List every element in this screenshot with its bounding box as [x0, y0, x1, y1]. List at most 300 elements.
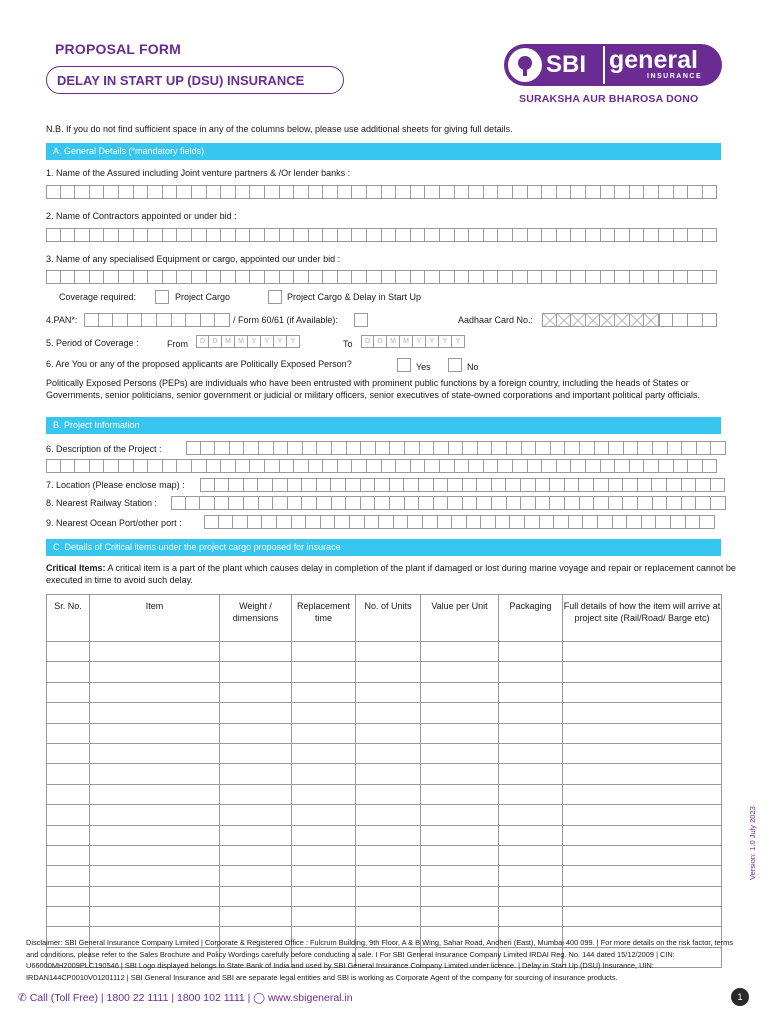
- char-box[interactable]: [46, 459, 61, 473]
- table-cell[interactable]: [499, 662, 563, 682]
- char-box[interactable]: [521, 496, 536, 510]
- char-box[interactable]: [309, 185, 324, 199]
- char-box[interactable]: [551, 441, 566, 455]
- char-box[interactable]: [419, 496, 434, 510]
- table-cell[interactable]: [563, 743, 722, 763]
- table-cell[interactable]: [563, 642, 722, 662]
- char-box[interactable]: [288, 478, 303, 492]
- char-box[interactable]: [506, 478, 521, 492]
- char-box[interactable]: [332, 496, 347, 510]
- char-box[interactable]: [352, 228, 367, 242]
- char-box[interactable]: [455, 185, 470, 199]
- table-cell[interactable]: [90, 907, 220, 927]
- char-box[interactable]: [644, 270, 659, 284]
- char-box[interactable]: [265, 270, 280, 284]
- table-cell[interactable]: [292, 886, 356, 906]
- char-box[interactable]: [61, 270, 76, 284]
- char-box[interactable]: [148, 270, 163, 284]
- char-box[interactable]: [667, 478, 682, 492]
- char-box[interactable]: [411, 459, 426, 473]
- char-box[interactable]: [498, 270, 513, 284]
- q2-input-boxes[interactable]: [46, 228, 717, 242]
- char-box[interactable]: [302, 496, 317, 510]
- char-box[interactable]: [513, 185, 528, 199]
- char-box[interactable]: [119, 185, 134, 199]
- table-cell[interactable]: [90, 682, 220, 702]
- char-box[interactable]: [525, 515, 540, 529]
- char-box[interactable]: [484, 185, 499, 199]
- char-box[interactable]: [688, 270, 703, 284]
- table-cell[interactable]: [563, 703, 722, 723]
- q3-input-boxes[interactable]: [46, 270, 717, 284]
- char-box[interactable]: [703, 459, 718, 473]
- char-box[interactable]: [244, 478, 259, 492]
- char-box[interactable]: [259, 496, 274, 510]
- char-box[interactable]: [248, 515, 263, 529]
- char-box[interactable]: [376, 441, 391, 455]
- char-box[interactable]: [598, 515, 613, 529]
- char-box[interactable]: [498, 228, 513, 242]
- char-box[interactable]: [186, 313, 201, 327]
- char-box[interactable]: [565, 478, 580, 492]
- table-cell[interactable]: [499, 723, 563, 743]
- date-char-box[interactable]: Y: [439, 335, 452, 348]
- char-box[interactable]: [644, 185, 659, 199]
- q8-input-boxes[interactable]: [171, 496, 726, 510]
- char-box[interactable]: [61, 459, 76, 473]
- table-cell[interactable]: [220, 866, 292, 886]
- table-cell[interactable]: [421, 886, 499, 906]
- char-box[interactable]: [280, 185, 295, 199]
- char-box[interactable]: [379, 515, 394, 529]
- char-box[interactable]: [623, 496, 638, 510]
- char-box[interactable]: [580, 441, 595, 455]
- char-box[interactable]: [557, 459, 572, 473]
- char-box[interactable]: [200, 496, 215, 510]
- table-cell[interactable]: [90, 723, 220, 743]
- char-box[interactable]: [277, 515, 292, 529]
- char-box[interactable]: [440, 459, 455, 473]
- char-box[interactable]: [309, 270, 324, 284]
- char-box[interactable]: [46, 185, 61, 199]
- date-char-box[interactable]: M: [387, 335, 400, 348]
- char-box[interactable]: [90, 228, 105, 242]
- char-box[interactable]: [682, 496, 697, 510]
- form60-checkbox[interactable]: [354, 313, 368, 327]
- char-box[interactable]: [469, 185, 484, 199]
- date-char-box[interactable]: D: [209, 335, 222, 348]
- char-box[interactable]: [396, 459, 411, 473]
- char-box[interactable]: [554, 515, 569, 529]
- char-box[interactable]: [586, 459, 601, 473]
- char-box[interactable]: [163, 185, 178, 199]
- table-cell[interactable]: [220, 784, 292, 804]
- char-box[interactable]: [528, 270, 543, 284]
- table-cell[interactable]: [563, 845, 722, 865]
- table-cell[interactable]: [220, 682, 292, 702]
- char-box[interactable]: [104, 270, 119, 284]
- char-box[interactable]: [419, 478, 434, 492]
- table-cell[interactable]: [47, 642, 90, 662]
- char-box[interactable]: [579, 478, 594, 492]
- char-box[interactable]: [338, 185, 353, 199]
- char-box[interactable]: [265, 459, 280, 473]
- table-cell[interactable]: [356, 642, 421, 662]
- table-cell[interactable]: [47, 907, 90, 927]
- table-cell[interactable]: [499, 825, 563, 845]
- table-cell[interactable]: [499, 886, 563, 906]
- char-box[interactable]: [265, 185, 280, 199]
- char-box[interactable]: [294, 185, 309, 199]
- char-box[interactable]: [365, 515, 380, 529]
- char-box[interactable]: [448, 496, 463, 510]
- char-box[interactable]: [682, 478, 697, 492]
- table-cell[interactable]: [421, 764, 499, 784]
- char-box[interactable]: [586, 185, 601, 199]
- char-box[interactable]: [469, 228, 484, 242]
- char-box[interactable]: [404, 478, 419, 492]
- char-box[interactable]: [207, 228, 222, 242]
- char-box[interactable]: [163, 459, 178, 473]
- date-char-box[interactable]: Y: [287, 335, 300, 348]
- char-box[interactable]: [659, 185, 674, 199]
- table-cell[interactable]: [292, 866, 356, 886]
- char-box[interactable]: [550, 496, 565, 510]
- table-cell[interactable]: [563, 764, 722, 784]
- char-box[interactable]: [192, 270, 207, 284]
- char-box[interactable]: [186, 496, 201, 510]
- char-box[interactable]: [294, 459, 309, 473]
- table-cell[interactable]: [421, 784, 499, 804]
- char-box[interactable]: [215, 478, 230, 492]
- table-cell[interactable]: [292, 845, 356, 865]
- char-box[interactable]: [659, 270, 674, 284]
- char-box[interactable]: [522, 441, 537, 455]
- char-box[interactable]: [207, 270, 222, 284]
- char-box[interactable]: [221, 228, 236, 242]
- char-box[interactable]: [653, 441, 668, 455]
- char-box[interactable]: [273, 496, 288, 510]
- char-box[interactable]: [571, 459, 586, 473]
- date-char-box[interactable]: Y: [413, 335, 426, 348]
- char-box[interactable]: [323, 228, 338, 242]
- char-box[interactable]: [452, 515, 467, 529]
- table-cell[interactable]: [292, 907, 356, 927]
- q7-input-boxes[interactable]: [200, 478, 725, 492]
- table-cell[interactable]: [356, 886, 421, 906]
- char-box[interactable]: [215, 313, 230, 327]
- char-box[interactable]: [75, 459, 90, 473]
- date-char-box[interactable]: M: [400, 335, 413, 348]
- char-box[interactable]: [229, 496, 244, 510]
- table-cell[interactable]: [356, 845, 421, 865]
- char-box[interactable]: [274, 441, 289, 455]
- char-box[interactable]: [438, 515, 453, 529]
- char-box[interactable]: [674, 270, 689, 284]
- date-char-box[interactable]: Y: [426, 335, 439, 348]
- char-box[interactable]: [425, 459, 440, 473]
- char-box[interactable]: [207, 185, 222, 199]
- char-box[interactable]: [659, 228, 674, 242]
- char-box[interactable]: [346, 478, 361, 492]
- char-box[interactable]: [338, 228, 353, 242]
- char-box[interactable]: [477, 478, 492, 492]
- char-box[interactable]: [463, 441, 478, 455]
- table-cell[interactable]: [292, 764, 356, 784]
- table-cell[interactable]: [563, 866, 722, 886]
- char-box[interactable]: [528, 228, 543, 242]
- char-box[interactable]: [638, 478, 653, 492]
- char-box[interactable]: [615, 459, 630, 473]
- char-box[interactable]: [609, 441, 624, 455]
- table-cell[interactable]: [47, 886, 90, 906]
- char-box[interactable]: [317, 478, 332, 492]
- char-box[interactable]: [163, 228, 178, 242]
- table-cell[interactable]: [220, 845, 292, 865]
- table-cell[interactable]: [47, 764, 90, 784]
- char-box[interactable]: [484, 459, 499, 473]
- q6-input-boxes-line1[interactable]: [186, 441, 726, 455]
- char-box[interactable]: [463, 478, 478, 492]
- table-cell[interactable]: [499, 682, 563, 702]
- char-box[interactable]: [557, 270, 572, 284]
- char-box[interactable]: [396, 228, 411, 242]
- table-cell[interactable]: [499, 845, 563, 865]
- char-box[interactable]: [134, 459, 149, 473]
- char-box[interactable]: [586, 228, 601, 242]
- char-box[interactable]: [469, 270, 484, 284]
- char-box[interactable]: [481, 515, 496, 529]
- char-box[interactable]: [113, 313, 128, 327]
- char-box[interactable]: [405, 441, 420, 455]
- char-box[interactable]: [478, 441, 493, 455]
- char-box[interactable]: [469, 459, 484, 473]
- char-box[interactable]: [119, 228, 134, 242]
- table-cell[interactable]: [356, 682, 421, 702]
- char-box[interactable]: [332, 441, 347, 455]
- char-box[interactable]: [580, 496, 595, 510]
- char-box[interactable]: [703, 228, 718, 242]
- char-box[interactable]: [615, 185, 630, 199]
- date-char-box[interactable]: D: [196, 335, 209, 348]
- char-box[interactable]: [350, 515, 365, 529]
- char-box[interactable]: [425, 228, 440, 242]
- char-box[interactable]: [571, 185, 586, 199]
- char-box[interactable]: [513, 459, 528, 473]
- char-box[interactable]: [569, 515, 584, 529]
- char-box[interactable]: [294, 228, 309, 242]
- table-cell[interactable]: [563, 805, 722, 825]
- char-box[interactable]: [303, 441, 318, 455]
- table-cell[interactable]: [563, 886, 722, 906]
- char-box[interactable]: [280, 270, 295, 284]
- char-box[interactable]: [700, 515, 715, 529]
- date-char-box[interactable]: D: [361, 335, 374, 348]
- char-box[interactable]: [215, 496, 230, 510]
- char-box[interactable]: [652, 478, 667, 492]
- char-box[interactable]: [90, 185, 105, 199]
- char-box[interactable]: [411, 228, 426, 242]
- table-cell[interactable]: [220, 723, 292, 743]
- char-box[interactable]: [338, 459, 353, 473]
- table-cell[interactable]: [220, 764, 292, 784]
- table-cell[interactable]: [356, 907, 421, 927]
- pep-no-checkbox[interactable]: [448, 358, 462, 372]
- char-box[interactable]: [280, 459, 295, 473]
- char-box[interactable]: [367, 270, 382, 284]
- char-box[interactable]: [697, 441, 712, 455]
- char-box[interactable]: [513, 228, 528, 242]
- char-box[interactable]: [498, 185, 513, 199]
- date-char-box[interactable]: Y: [248, 335, 261, 348]
- char-box[interactable]: [449, 441, 464, 455]
- char-box[interactable]: [148, 459, 163, 473]
- char-box[interactable]: [496, 515, 511, 529]
- table-cell[interactable]: [47, 682, 90, 702]
- char-box[interactable]: [411, 270, 426, 284]
- table-cell[interactable]: [499, 642, 563, 662]
- char-box[interactable]: [177, 228, 192, 242]
- char-box[interactable]: [200, 478, 215, 492]
- table-cell[interactable]: [47, 866, 90, 886]
- char-box[interactable]: [615, 270, 630, 284]
- char-box[interactable]: [233, 515, 248, 529]
- char-box[interactable]: [434, 478, 449, 492]
- table-cell[interactable]: [563, 907, 722, 927]
- char-box[interactable]: [642, 515, 657, 529]
- table-cell[interactable]: [356, 662, 421, 682]
- char-box[interactable]: [594, 478, 609, 492]
- char-box[interactable]: [396, 185, 411, 199]
- char-box[interactable]: [609, 496, 624, 510]
- char-box[interactable]: [258, 478, 273, 492]
- date-char-box[interactable]: Y: [261, 335, 274, 348]
- table-cell[interactable]: [90, 703, 220, 723]
- char-box[interactable]: [46, 270, 61, 284]
- date-char-box[interactable]: M: [222, 335, 235, 348]
- table-cell[interactable]: [421, 743, 499, 763]
- char-box[interactable]: [352, 270, 367, 284]
- char-box[interactable]: [309, 228, 324, 242]
- char-box[interactable]: [219, 515, 234, 529]
- table-cell[interactable]: [421, 845, 499, 865]
- char-box[interactable]: [557, 185, 572, 199]
- date-char-box[interactable]: Y: [452, 335, 465, 348]
- char-box[interactable]: [498, 459, 513, 473]
- table-cell[interactable]: [421, 642, 499, 662]
- table-cell[interactable]: [421, 703, 499, 723]
- char-box[interactable]: [557, 228, 572, 242]
- char-box[interactable]: [221, 459, 236, 473]
- char-box[interactable]: [382, 270, 397, 284]
- char-box[interactable]: [321, 515, 336, 529]
- char-box[interactable]: [221, 270, 236, 284]
- table-cell[interactable]: [292, 723, 356, 743]
- char-box[interactable]: [440, 270, 455, 284]
- table-cell[interactable]: [356, 723, 421, 743]
- table-cell[interactable]: [421, 805, 499, 825]
- char-box[interactable]: [288, 496, 303, 510]
- char-box[interactable]: [613, 515, 628, 529]
- char-box[interactable]: [615, 228, 630, 242]
- char-box[interactable]: [536, 441, 551, 455]
- char-box[interactable]: [420, 441, 435, 455]
- pan-input-boxes[interactable]: [84, 313, 230, 327]
- char-box[interactable]: [638, 441, 653, 455]
- char-box[interactable]: [323, 185, 338, 199]
- char-box[interactable]: [408, 515, 423, 529]
- char-box[interactable]: [128, 313, 143, 327]
- char-box[interactable]: [601, 228, 616, 242]
- char-box[interactable]: [467, 515, 482, 529]
- table-cell[interactable]: [421, 907, 499, 927]
- char-box[interactable]: [148, 228, 163, 242]
- table-cell[interactable]: [47, 805, 90, 825]
- char-box[interactable]: [703, 185, 718, 199]
- table-cell[interactable]: [563, 784, 722, 804]
- char-box[interactable]: [361, 496, 376, 510]
- char-box[interactable]: [177, 270, 192, 284]
- char-box[interactable]: [536, 496, 551, 510]
- char-box[interactable]: [84, 313, 99, 327]
- char-box[interactable]: [148, 185, 163, 199]
- char-box[interactable]: [250, 459, 265, 473]
- char-box[interactable]: [236, 185, 251, 199]
- char-box[interactable]: [455, 459, 470, 473]
- q6-input-boxes-line2[interactable]: [46, 459, 717, 473]
- table-cell[interactable]: [292, 784, 356, 804]
- char-box[interactable]: [335, 515, 350, 529]
- table-cell[interactable]: [499, 866, 563, 886]
- char-box[interactable]: [375, 478, 390, 492]
- char-box[interactable]: [134, 185, 149, 199]
- char-box[interactable]: [390, 478, 405, 492]
- char-box[interactable]: [104, 228, 119, 242]
- char-box[interactable]: [492, 496, 507, 510]
- char-box[interactable]: [711, 496, 726, 510]
- char-box[interactable]: [455, 270, 470, 284]
- char-box[interactable]: [309, 459, 324, 473]
- char-box[interactable]: [477, 496, 492, 510]
- char-box[interactable]: [104, 459, 119, 473]
- char-box[interactable]: [513, 270, 528, 284]
- char-box[interactable]: [244, 496, 259, 510]
- char-box[interactable]: [361, 478, 376, 492]
- char-box[interactable]: [630, 459, 645, 473]
- char-box[interactable]: [571, 228, 586, 242]
- char-box[interactable]: [250, 270, 265, 284]
- char-box[interactable]: [331, 478, 346, 492]
- aadhaar-input-boxes[interactable]: [542, 313, 717, 327]
- q1-input-boxes[interactable]: [46, 185, 717, 199]
- table-cell[interactable]: [563, 662, 722, 682]
- char-box[interactable]: [411, 185, 426, 199]
- char-box[interactable]: [659, 459, 674, 473]
- char-box[interactable]: [306, 515, 321, 529]
- from-date-boxes[interactable]: [196, 335, 300, 348]
- char-box[interactable]: [521, 478, 536, 492]
- char-box[interactable]: [601, 270, 616, 284]
- char-box[interactable]: [623, 478, 638, 492]
- char-box[interactable]: [215, 441, 230, 455]
- table-cell[interactable]: [220, 825, 292, 845]
- char-box[interactable]: [528, 459, 543, 473]
- char-box[interactable]: [671, 515, 686, 529]
- char-box[interactable]: [686, 515, 701, 529]
- char-box[interactable]: [667, 496, 682, 510]
- char-box[interactable]: [347, 441, 362, 455]
- char-box[interactable]: [668, 441, 683, 455]
